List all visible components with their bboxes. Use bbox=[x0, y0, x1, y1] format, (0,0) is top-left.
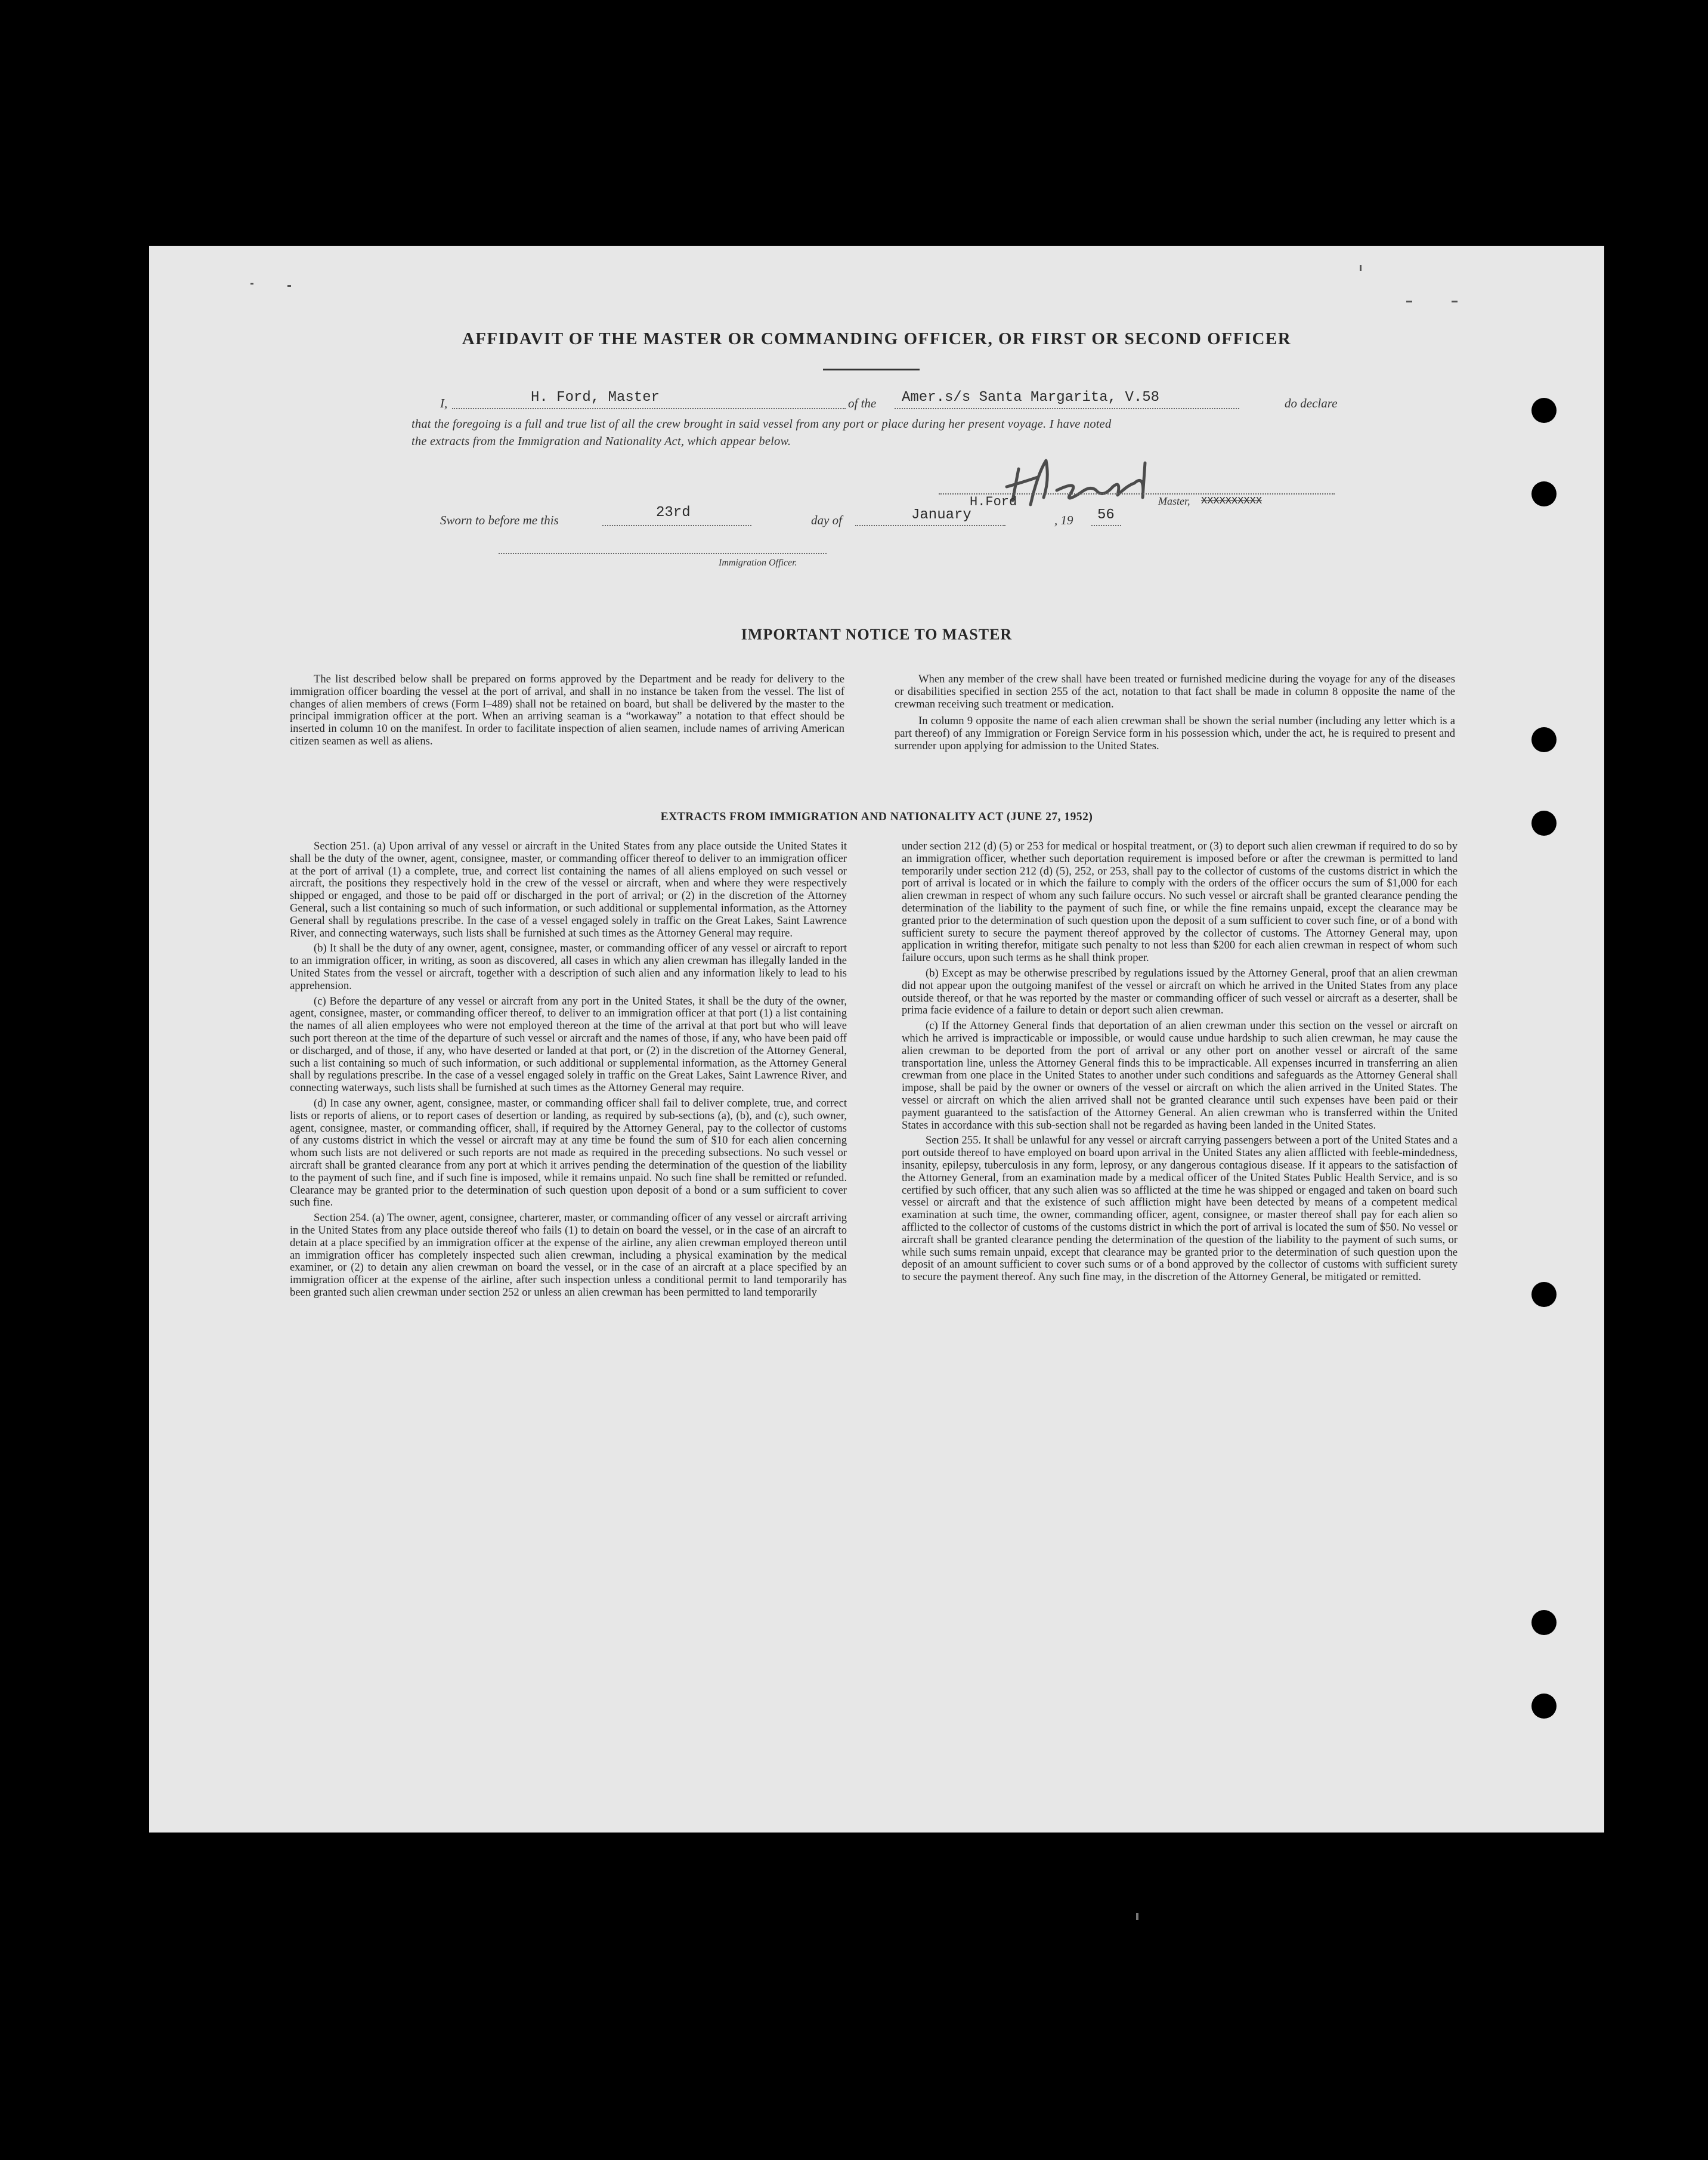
struck-out-title: XXXXXXXXXX bbox=[1201, 496, 1263, 507]
label-of-the: of the bbox=[848, 396, 877, 410]
label-sworn: Sworn to before me this bbox=[440, 513, 559, 527]
sworn-year-field: 56 bbox=[1097, 507, 1115, 523]
punch-hole bbox=[1531, 398, 1557, 423]
punch-hole bbox=[1531, 1694, 1557, 1719]
extract-paragraph: (c) If the Attorney General finds that deportation of an alien crewman under this section on the vessel or aircraft on which he arrived is impracticable or impossible, or would cause undue hardship to such alien crewman, he may cause the alien crewman to be deported from the port of arrival or any other port on another vessel or aircraft of the same transportation line, unless the Attorney General finds this to be impracticable. All expenses incurred in transferring an alien crewman from one place in the United States to another under such conditions and safeguards as the Attorney General shall impose, shall be paid by the owner or owners of the vessel or aircraft on which the alien arrived in the United States. The vessel or aircraft on which the alien arrived shall not be granted clearance until such expenses have been paid or their payment guaranteed to the satisfaction of the Attorney General. An alien crewman who is transferred within the United States in accordance with this sub-section shall not be regarded as having been landed in the United States. bbox=[902, 1019, 1458, 1132]
extract-paragraph: under section 212 (d) (5) or 253 for medical or hospital treatment, or (3) to deport such alien crewman if required to do so by an immigration officer, whether such deportation requirement is imposed before or after the crewman is permitted to land temporarily under section 212 (d) (5), 252, or 253, shall pay to the collector of customs of the customs district in which the port of arrival is located or in which the failure to comply with the orders of the officer occurs the sum of $1,000 for each alien crewman in respect of whom any such failure occurs. No such vessel or aircraft shall be granted clearance pending the determination of the liability to the payment of such fine, or while the fine remains unpaid, except the clearance may be granted prior to the determination of such question upon the deposit of a sum sufficient to cover such fine, or of a bond with sufficient surety to secure the payment thereof approved by the collector of customs. The Attorney General may, upon application in writing therefor, mitigate such penalty to not less than $200 for each alien crewman in respect of whom such failure occurs, upon such terms as he shall think proper. bbox=[902, 840, 1458, 965]
notice-title: IMPORTANT NOTICE TO MASTER bbox=[741, 626, 1013, 643]
speck-mark bbox=[287, 285, 291, 287]
punch-hole bbox=[1531, 1282, 1557, 1307]
punch-hole bbox=[1531, 727, 1557, 752]
vessel-name-field: Amer.s/s Santa Margarita, V.58 bbox=[902, 390, 1160, 406]
affidavit-title: AFFIDAVIT OF THE MASTER OR COMMANDING OFFICER, OR FIRST OR SECOND OFFICER bbox=[462, 329, 1292, 348]
extract-paragraph: (b) Except as may be otherwise prescribed by regulations issued by the Attorney General, proof that an alien crewman did not appear upon the outgoing manifest of the vessel or aircraft on which he arrived in the United States from any place outside thereof, or that he was reported by the master or commanding officer of such vessel or aircraft as a deserter, shall be prima facie evidence of a failure to detain or deport such alien crewman. bbox=[902, 966, 1458, 1017]
name-underline bbox=[452, 408, 846, 409]
label-master: Master, bbox=[1158, 495, 1190, 507]
label-day-of: day of bbox=[811, 513, 842, 527]
extract-paragraph: Section 251. (a) Upon arrival of any vessel or aircraft in the United States from any place outside the United States it shall be the duty of the owner, agent, consignee, master, or commanding officer thereof to deliver to an immigration officer at the port of arrival (1) a complete, true, and correct list containing the names of all aliens employed on such vessel or aircraft, the positions they respectively hold in the crew of the vessel or aircraft, when and where they were respectively shipped or engaged, and those to be paid off or discharged in the port of arrival; or (2) in the discretion of the Attorney General, such a list containing so much of such information, or such additional or supplemental information, as the Attorney General shall by regulations prescribe. In the case of a vessel engaged solely in traffic on the Great Lakes, Saint Lawrence River, and connecting waterways, such lists shall be furnished at such times as the Attorney General may require. bbox=[290, 840, 847, 940]
officer-signature-line bbox=[499, 553, 827, 554]
label-year-prefix: , 19 bbox=[1054, 513, 1073, 527]
extract-paragraph: (b) It shall be the duty of any owner, agent, consignee, master, or commanding officer of any vessel or aircraft to report to an immigration officer, in writing, as soon as discovered, all cases in which any alien crewman has illegally landed in the United States from the vessel or aircraft, together with a description of such alien and any information likely to lead to his apprehension. bbox=[290, 942, 847, 992]
sworn-month-field: January bbox=[911, 507, 971, 523]
master-name-field: H. Ford, Master bbox=[531, 390, 660, 406]
extracts-title: EXTRACTS FROM IMMIGRATION AND NATIONALITY ACT (JUNE 27, 1952) bbox=[660, 811, 1093, 823]
extract-paragraph: Section 254. (a) The owner, agent, consignee, charterer, master, or commanding officer of any vessel or aircraft arriving in the United States from any place outside thereof who fails (1) to detain on board the vessel, or in the case of an aircraft to detain at a place specified by an immigration officer at the expense of the airline, any alien crewman employed thereon until an immigration officer has completely inspected such alien crewman, including a physical examination by the medical examiner, or (2) to detain any alien crewman on board the vessel, or in the case of an aircraft at a place specified by an immigration officer at the expense of the airline, after such inspection unless a conditional permit to land temporarily has been granted such alien crewman under section 252 or unless an alien crewman has been permitted to land temporarily bbox=[290, 1212, 847, 1299]
notice-paragraph: When any member of the crew shall have been treated or furnished medicine during the voyage for any of the diseases or disabilities specified in section 255 of the act, notation to that fact shall be made in column 8 opposite the name of the crewman receiving such treatment or medication. bbox=[895, 673, 1455, 710]
notice-right-column bbox=[895, 673, 1455, 756]
vessel-underline bbox=[895, 408, 1239, 409]
handwritten-signature bbox=[1002, 456, 1181, 509]
label-immigration-officer: Immigration Officer. bbox=[719, 558, 797, 568]
speck-mark bbox=[1136, 1913, 1138, 1920]
document-page bbox=[149, 246, 1604, 1833]
day-underline bbox=[602, 525, 751, 526]
extracts-right-column bbox=[902, 840, 1458, 1287]
extracts-left-column bbox=[290, 840, 847, 1302]
extract-paragraph: Section 255. It shall be unlawful for any vessel or aircraft carrying passengers between a port of the United States and a port outside thereof to have employed on board upon arrival in the United States any alien afflicted with feeble-mindedness, insanity, epilepsy, tuberculosis in any form, leprosy, or any dangerous contagious disease. If it appears to the satisfaction of the Attorney General, from an examination made by a medical officer of the United States Public Health Service, and is so certified by such officer, that any such alien was so afflicted at the time he was shipped or engaged and taken on board such vessel or aircraft and that the existence of such affliction might have been detected by means of a competent medical examination at such time, the owner, commanding officer, agent, consignee, or master thereof shall pay for each alien so afflicted to the collector of customs of the customs district in which the port of arrival is located the sum of $50. No vessel or aircraft shall be granted clearance pending the determination of the question of the liability to the payment of such sums, or while such sums remain unpaid, except that clearance may be granted prior to the determination of such question upon the deposit of an amount sufficient to cover such sums or of a bond approved by the collector of customs with sufficient surety to secure the payment thereof. Any such fine may, in the discretion of the Attorney General, be mitigated or remitted. bbox=[902, 1134, 1458, 1284]
notice-left-column bbox=[290, 673, 844, 751]
notice-paragraph: In column 9 opposite the name of each alien crewman shall be shown the serial number (including any letter which is a part thereof) of any Immigration or Foreign Service form in his possession which, under the act, he is required to present and surrender upon applying for admission to the United States. bbox=[895, 715, 1455, 752]
label-do-declare: do declare bbox=[1285, 396, 1338, 410]
punch-hole bbox=[1531, 1610, 1557, 1635]
sworn-day-field: 23rd bbox=[656, 505, 691, 521]
signature-typed-name: H.Ford bbox=[970, 495, 1017, 509]
month-underline bbox=[855, 525, 1005, 526]
year-underline bbox=[1091, 525, 1121, 526]
label-i: I, bbox=[440, 396, 448, 410]
speck-mark bbox=[1406, 301, 1412, 302]
declaration-line-2: the extracts from the Immigration and Nationality Act, which appear below. bbox=[411, 435, 791, 448]
title-rule bbox=[823, 369, 920, 370]
punch-hole bbox=[1531, 481, 1557, 506]
speck-mark bbox=[1360, 265, 1362, 271]
speck-mark bbox=[1452, 301, 1458, 302]
extract-paragraph: (c) Before the departure of any vessel or aircraft from any port in the United States, it shall be the duty of the owner, agent, consignee, master, or commanding officer thereof, to deliver to an immigration officer at that port (1) a list containing the names of all alien employees who were not employed thereon at the time of the arrival at that port but who will leave such port thereon at the time of the departure of such vessel or aircraft and the names of those, if any, who have been paid off or discharged, and of those, if any, who have deserted or landed at that port, or (2) in the discretion of the Attorney General, such a list containing so much of such information, or such additional or supplemental information, as the Attorney General shall by regulations prescribe. In the case of a vessel engaged solely in traffic on the Great Lakes, Saint Lawrence River, and connecting waterways, such lists shall be furnished at such times as the Attorney General may require. bbox=[290, 994, 847, 1095]
punch-hole bbox=[1531, 811, 1557, 836]
notice-paragraph: The list described below shall be prepared on forms approved by the Department and be ready for delivery to the immigration officer boarding the vessel at the port of arrival, and shall in no instance be taken from the vessel. The list of changes of alien members of crews (Form I–489) shall not be retained on board, but shall be delivered by the master to the principal immigration officer at the port. When an arriving seaman is a “workaway” a notation to that effect should be inserted in column 10 on the manifest. In order to facilitate inspection of alien seamen, include names of arriving American citizen seamen as well as aliens. bbox=[290, 673, 844, 747]
declaration-line-1: that the foregoing is a full and true list of all the crew brought in said vessel from any port or place during her present voyage. I have noted bbox=[411, 418, 1112, 431]
extract-paragraph: (d) In case any owner, agent, consignee, master, or commanding officer shall fail to deliver complete, true, and correct lists or reports of aliens, or to report cases of desertion or landing, as required by sub-sections (a), (b), and (c), such owner, agent, consignee, master, or commanding officer, shall, if required by the Attorney General, pay to the collector of customs of any customs district in which the vessel or aircraft may at any time be found the sum of $10 for each alien concerning whom such lists are not delivered or such reports are not made as required in the preceding subsections. No such vessel or aircraft shall be granted clearance from any port at which it arrives pending the determination of the question of the liability to the payment of such fine, and if such fine is imposed, while it remains unpaid. No such fine shall be remitted or refunded. Clearance may be granted prior to the determination of such question upon deposit of a bond or a sum sufficient to cover such fine. bbox=[290, 1096, 847, 1209]
speck-mark bbox=[250, 283, 253, 285]
